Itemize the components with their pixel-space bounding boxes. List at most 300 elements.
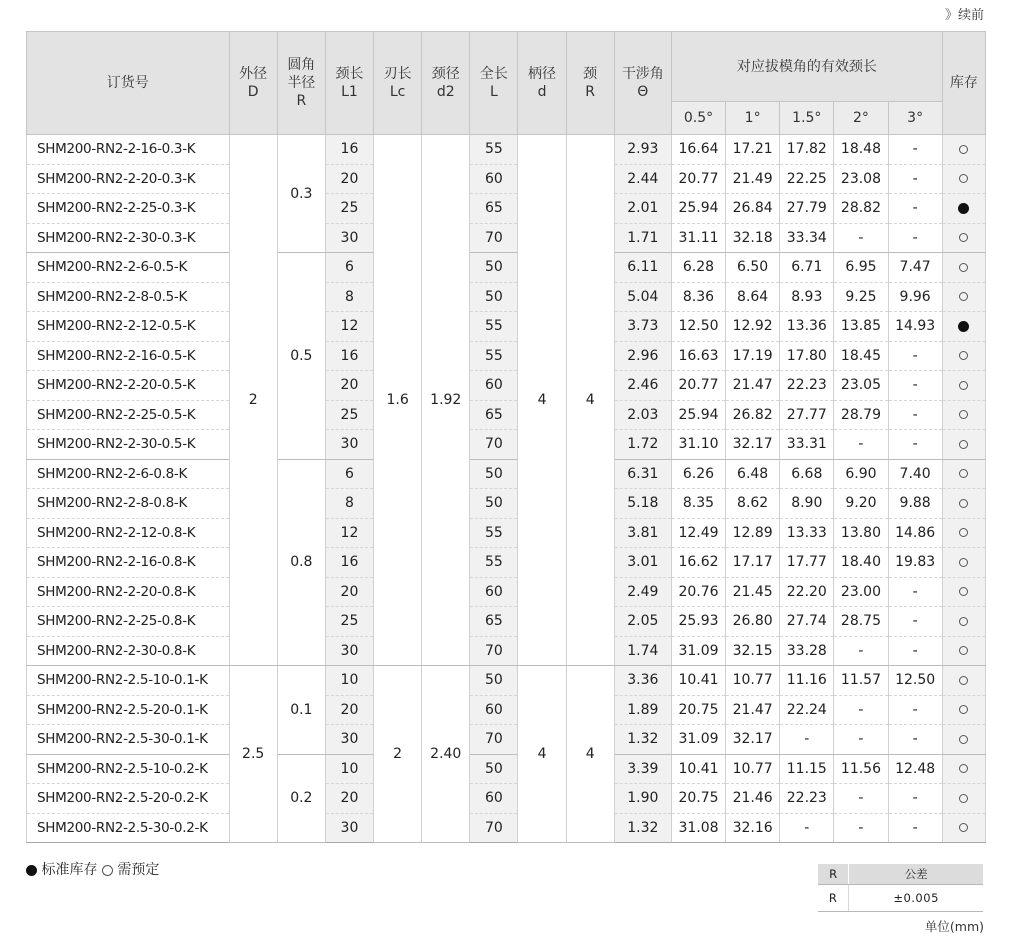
interference-angle-cell: 5.04 <box>614 282 671 312</box>
effective-length-cell: 27.77 <box>780 400 834 430</box>
order-code: SHM200-RN2-2-30-0.5-K <box>27 430 230 460</box>
interference-angle-cell: 6.11 <box>614 253 671 283</box>
open-circle-icon <box>959 263 968 272</box>
effective-length-cell: - <box>888 135 942 165</box>
effective-length-cell: 6.95 <box>834 253 888 283</box>
order-code: SHM200-RN2-2-20-0.8-K <box>27 577 230 607</box>
table-row <box>27 518 986 548</box>
effective-length-cell: 18.48 <box>834 135 888 165</box>
interference-angle-cell: 2.96 <box>614 341 671 371</box>
effective-length-cell: - <box>834 725 888 755</box>
effective-length-cell: 23.05 <box>834 371 888 401</box>
effective-length-cell: 20.77 <box>671 164 725 194</box>
effective-length-cell: 22.23 <box>780 371 834 401</box>
effective-length-cell: 8.93 <box>780 282 834 312</box>
table-row <box>27 666 986 696</box>
order-code: SHM200-RN2-2-8-0.5-K <box>27 282 230 312</box>
header-angle-0-5: 0.5° <box>671 102 725 135</box>
stock-cell <box>942 754 985 784</box>
effective-length-cell: - <box>834 813 888 843</box>
cutting-length-cell: 2 <box>374 666 422 843</box>
stock-cell <box>942 489 985 519</box>
effective-length-cell: 11.57 <box>834 666 888 696</box>
open-circle-icon <box>959 587 968 596</box>
overall-length-cell: 55 <box>470 518 518 548</box>
effective-length-cell: 20.75 <box>671 695 725 725</box>
neck-length-cell: 30 <box>325 636 373 666</box>
neck-length-cell: 12 <box>325 518 373 548</box>
effective-length-cell: 32.17 <box>726 725 780 755</box>
effective-length-cell: 32.17 <box>726 430 780 460</box>
stock-cell <box>942 636 985 666</box>
interference-angle-cell: 2.03 <box>614 400 671 430</box>
table-row <box>27 577 986 607</box>
header-angle-1: 1° <box>726 102 780 135</box>
table-row <box>27 312 986 342</box>
overall-length-cell: 65 <box>470 194 518 224</box>
overall-length-cell: 55 <box>470 548 518 578</box>
neck-length-cell: 30 <box>325 813 373 843</box>
open-circle-icon <box>959 233 968 242</box>
effective-length-cell: 31.10 <box>671 430 725 460</box>
effective-length-cell: 17.82 <box>780 135 834 165</box>
overall-length-cell: 60 <box>470 371 518 401</box>
stock-cell <box>942 282 985 312</box>
effective-length-cell: 21.49 <box>726 164 780 194</box>
effective-length-cell: 31.11 <box>671 223 725 253</box>
neck-length-cell: 16 <box>325 548 373 578</box>
neck-length-cell: 20 <box>325 695 373 725</box>
effective-length-cell: 22.20 <box>780 577 834 607</box>
effective-length-cell: 21.45 <box>726 577 780 607</box>
overall-length-cell: 50 <box>470 754 518 784</box>
open-circle-icon <box>959 499 968 508</box>
effective-length-cell: 17.77 <box>780 548 834 578</box>
stock-cell <box>942 695 985 725</box>
open-circle-icon <box>102 865 113 876</box>
overall-length-cell: 70 <box>470 636 518 666</box>
header-neck-diameter: 颈径 d2 <box>422 32 470 135</box>
neck-length-cell: 20 <box>325 371 373 401</box>
header-neck-length: 颈长 L1 <box>325 32 373 135</box>
stock-cell <box>942 223 985 253</box>
table-row <box>27 223 986 253</box>
effective-length-cell: 28.75 <box>834 607 888 637</box>
overall-length-cell: 70 <box>470 223 518 253</box>
interference-angle-cell: 2.44 <box>614 164 671 194</box>
legend-standard-stock: 标准库存 <box>41 862 98 878</box>
order-code: SHM200-RN2-2-16-0.5-K <box>27 341 230 371</box>
stock-cell <box>942 725 985 755</box>
header-stock: 库存 <box>942 32 985 135</box>
effective-length-cell: 12.50 <box>671 312 725 342</box>
table-row <box>27 725 986 755</box>
neck-length-cell: 20 <box>325 577 373 607</box>
effective-length-cell: 13.33 <box>780 518 834 548</box>
effective-length-cell: 12.49 <box>671 518 725 548</box>
interference-angle-cell: 1.72 <box>614 430 671 460</box>
effective-length-cell: 10.77 <box>726 754 780 784</box>
header-outer-diameter: 外径 D <box>229 32 277 135</box>
corner-radius-cell: 0.3 <box>277 135 325 253</box>
header-angle-2: 2° <box>834 102 888 135</box>
effective-length-cell: 12.48 <box>888 754 942 784</box>
overall-length-cell: 60 <box>470 164 518 194</box>
effective-length-cell: 14.86 <box>888 518 942 548</box>
effective-length-cell: 6.71 <box>780 253 834 283</box>
order-code: SHM200-RN2-2-12-0.8-K <box>27 518 230 548</box>
effective-length-cell: 18.40 <box>834 548 888 578</box>
stock-cell <box>942 518 985 548</box>
neck-r-cell: 4 <box>566 666 614 843</box>
header-angle-3: 3° <box>888 102 942 135</box>
order-code: SHM200-RN2-2.5-20-0.2-K <box>27 784 230 814</box>
effective-length-cell: - <box>888 607 942 637</box>
header-shank-diameter: 柄径 d <box>518 32 566 135</box>
neck-r-cell: 4 <box>566 135 614 666</box>
effective-length-cell: 23.00 <box>834 577 888 607</box>
shank-diameter-cell: 4 <box>518 666 566 843</box>
stock-cell <box>942 253 985 283</box>
neck-length-cell: 10 <box>325 666 373 696</box>
table-row <box>27 341 986 371</box>
effective-length-cell: 31.08 <box>671 813 725 843</box>
effective-length-cell: - <box>834 223 888 253</box>
effective-length-cell: 31.09 <box>671 636 725 666</box>
order-code: SHM200-RN2-2-30-0.8-K <box>27 636 230 666</box>
header-effective-neck-length: 对应拔模角的有效颈长 <box>671 32 942 102</box>
interference-angle-cell: 2.93 <box>614 135 671 165</box>
effective-length-cell: 9.96 <box>888 282 942 312</box>
overall-length-cell: 60 <box>470 577 518 607</box>
table-row <box>27 135 986 165</box>
outer-diameter-cell: 2.5 <box>229 666 277 843</box>
effective-length-cell: 21.47 <box>726 371 780 401</box>
effective-length-cell: 22.25 <box>780 164 834 194</box>
neck-length-cell: 20 <box>325 784 373 814</box>
interference-angle-cell: 3.01 <box>614 548 671 578</box>
effective-length-cell: 33.31 <box>780 430 834 460</box>
interference-angle-cell: 3.39 <box>614 754 671 784</box>
open-circle-icon <box>959 292 968 301</box>
corner-radius-cell: 0.8 <box>277 459 325 666</box>
effective-length-cell: 32.18 <box>726 223 780 253</box>
effective-length-cell: 21.46 <box>726 784 780 814</box>
order-code: SHM200-RN2-2.5-10-0.1-K <box>27 666 230 696</box>
table-row <box>27 813 986 843</box>
effective-length-cell: 26.82 <box>726 400 780 430</box>
open-circle-icon <box>959 705 968 714</box>
open-circle-icon <box>959 174 968 183</box>
tolerance-r: R <box>818 885 849 912</box>
header-code: 订货号 <box>27 32 230 135</box>
header-cutting-length: 刃长 Lc <box>374 32 422 135</box>
effective-length-cell: - <box>888 371 942 401</box>
interference-angle-cell: 1.32 <box>614 813 671 843</box>
effective-length-cell: 20.75 <box>671 784 725 814</box>
effective-length-cell: 21.47 <box>726 695 780 725</box>
effective-length-cell: 12.89 <box>726 518 780 548</box>
effective-length-cell: - <box>888 695 942 725</box>
effective-length-cell: 17.19 <box>726 341 780 371</box>
effective-length-cell: - <box>888 725 942 755</box>
overall-length-cell: 70 <box>470 430 518 460</box>
effective-length-cell: 16.62 <box>671 548 725 578</box>
effective-length-cell: 8.36 <box>671 282 725 312</box>
stock-cell <box>942 135 985 165</box>
stock-cell <box>942 784 985 814</box>
open-circle-icon <box>959 617 968 626</box>
overall-length-cell: 50 <box>470 459 518 489</box>
spec-table <box>26 31 986 843</box>
effective-length-cell: 8.35 <box>671 489 725 519</box>
neck-length-cell: 16 <box>325 341 373 371</box>
neck-length-cell: 6 <box>325 459 373 489</box>
neck-diameter-cell: 2.40 <box>422 666 470 843</box>
effective-length-cell: - <box>888 194 942 224</box>
effective-length-cell: - <box>888 223 942 253</box>
effective-length-cell: - <box>834 695 888 725</box>
open-circle-icon <box>959 558 968 567</box>
order-code: SHM200-RN2-2.5-30-0.2-K <box>27 813 230 843</box>
order-code: SHM200-RN2-2.5-10-0.2-K <box>27 754 230 784</box>
effective-length-cell: 25.94 <box>671 194 725 224</box>
header-corner-radius: 圆角 半径 R <box>277 32 325 135</box>
effective-length-cell: - <box>888 577 942 607</box>
order-code: SHM200-RN2-2-20-0.5-K <box>27 371 230 401</box>
tolerance-table <box>818 864 983 912</box>
effective-length-cell: 6.68 <box>780 459 834 489</box>
overall-length-cell: 55 <box>470 135 518 165</box>
effective-length-cell: 11.15 <box>780 754 834 784</box>
neck-length-cell: 6 <box>325 253 373 283</box>
effective-length-cell: - <box>888 400 942 430</box>
order-code: SHM200-RN2-2.5-30-0.1-K <box>27 725 230 755</box>
effective-length-cell: - <box>888 341 942 371</box>
interference-angle-cell: 6.31 <box>614 459 671 489</box>
open-circle-icon <box>959 410 968 419</box>
interference-angle-cell: 5.18 <box>614 489 671 519</box>
stock-cell <box>942 430 985 460</box>
stock-cell <box>942 548 985 578</box>
effective-length-cell: 20.76 <box>671 577 725 607</box>
header-interference-angle: 干涉角 Θ <box>614 32 671 135</box>
interference-angle-cell: 2.01 <box>614 194 671 224</box>
overall-length-cell: 55 <box>470 312 518 342</box>
legend-made-to-order: 需预定 <box>117 862 160 878</box>
effective-length-cell: 10.77 <box>726 666 780 696</box>
interference-angle-cell: 1.74 <box>614 636 671 666</box>
order-code: SHM200-RN2-2-16-0.3-K <box>27 135 230 165</box>
stock-cell <box>942 813 985 843</box>
table-row <box>27 695 986 725</box>
effective-length-cell: 20.77 <box>671 371 725 401</box>
corner-radius-cell: 0.1 <box>277 666 325 755</box>
unit-note: 单位(mm) <box>924 919 984 934</box>
effective-length-cell: - <box>834 636 888 666</box>
effective-length-cell: 18.45 <box>834 341 888 371</box>
effective-length-cell: 22.23 <box>780 784 834 814</box>
effective-length-cell: 22.24 <box>780 695 834 725</box>
neck-length-cell: 16 <box>325 135 373 165</box>
effective-length-cell: 8.64 <box>726 282 780 312</box>
tolerance-value: ±0.005 <box>849 885 983 912</box>
open-circle-icon <box>959 145 968 154</box>
order-code: SHM200-RN2-2-25-0.3-K <box>27 194 230 224</box>
neck-length-cell: 25 <box>325 194 373 224</box>
shank-diameter-cell: 4 <box>518 135 566 666</box>
effective-length-cell: 8.90 <box>780 489 834 519</box>
effective-length-cell: 6.28 <box>671 253 725 283</box>
neck-length-cell: 30 <box>325 725 373 755</box>
stock-cell <box>942 400 985 430</box>
order-code: SHM200-RN2-2-25-0.5-K <box>27 400 230 430</box>
order-code: SHM200-RN2-2-12-0.5-K <box>27 312 230 342</box>
effective-length-cell: 7.47 <box>888 253 942 283</box>
order-code: SHM200-RN2-2-8-0.8-K <box>27 489 230 519</box>
corner-radius-cell: 0.5 <box>277 253 325 460</box>
table-row <box>27 754 986 784</box>
open-circle-icon <box>959 764 968 773</box>
effective-length-cell: - <box>834 430 888 460</box>
effective-length-cell: - <box>888 164 942 194</box>
outer-diameter-cell: 2 <box>229 135 277 666</box>
effective-length-cell: 26.80 <box>726 607 780 637</box>
effective-length-cell: 16.64 <box>671 135 725 165</box>
effective-length-cell: 6.50 <box>726 253 780 283</box>
overall-length-cell: 50 <box>470 282 518 312</box>
effective-length-cell: 6.26 <box>671 459 725 489</box>
neck-length-cell: 12 <box>325 312 373 342</box>
effective-length-cell: 25.93 <box>671 607 725 637</box>
open-circle-icon <box>959 469 968 478</box>
effective-length-cell: 33.28 <box>780 636 834 666</box>
effective-length-cell: 31.09 <box>671 725 725 755</box>
neck-length-cell: 25 <box>325 400 373 430</box>
neck-length-cell: 10 <box>325 754 373 784</box>
overall-length-cell: 50 <box>470 253 518 283</box>
continue-note: 》续前 <box>944 8 984 23</box>
interference-angle-cell: 3.81 <box>614 518 671 548</box>
tolerance-header-value: 公差 <box>849 864 983 885</box>
header-neck-r: 颈 R <box>566 32 614 135</box>
effective-length-cell: - <box>780 725 834 755</box>
overall-length-cell: 50 <box>470 489 518 519</box>
header-overall-length: 全长 L <box>470 32 518 135</box>
table-row <box>27 548 986 578</box>
effective-length-cell: 17.17 <box>726 548 780 578</box>
effective-length-cell: 16.63 <box>671 341 725 371</box>
table-row <box>27 371 986 401</box>
overall-length-cell: 65 <box>470 400 518 430</box>
neck-length-cell: 25 <box>325 607 373 637</box>
interference-angle-cell: 3.36 <box>614 666 671 696</box>
tolerance-header-r: R <box>818 864 849 885</box>
stock-cell <box>942 341 985 371</box>
neck-length-cell: 8 <box>325 282 373 312</box>
open-circle-icon <box>959 735 968 744</box>
effective-length-cell: 32.16 <box>726 813 780 843</box>
filled-circle-icon <box>958 321 969 332</box>
overall-length-cell: 50 <box>470 666 518 696</box>
table-row <box>27 253 986 283</box>
filled-circle-icon <box>958 203 969 214</box>
filled-circle-icon <box>26 865 37 876</box>
open-circle-icon <box>959 528 968 537</box>
effective-length-cell: 17.21 <box>726 135 780 165</box>
order-code: SHM200-RN2-2-30-0.3-K <box>27 223 230 253</box>
interference-angle-cell: 2.05 <box>614 607 671 637</box>
neck-length-cell: 30 <box>325 430 373 460</box>
order-code: SHM200-RN2-2-6-0.5-K <box>27 253 230 283</box>
interference-angle-cell: 1.32 <box>614 725 671 755</box>
effective-length-cell: 17.80 <box>780 341 834 371</box>
effective-length-cell: 9.25 <box>834 282 888 312</box>
effective-length-cell: 9.88 <box>888 489 942 519</box>
effective-length-cell: 14.93 <box>888 312 942 342</box>
overall-length-cell: 60 <box>470 784 518 814</box>
effective-length-cell: 32.15 <box>726 636 780 666</box>
effective-length-cell: 10.41 <box>671 666 725 696</box>
effective-length-cell: - <box>888 636 942 666</box>
header-angle-1-5: 1.5° <box>780 102 834 135</box>
effective-length-cell: 11.16 <box>780 666 834 696</box>
cutting-length-cell: 1.6 <box>374 135 422 666</box>
stock-cell <box>942 312 985 342</box>
effective-length-cell: 9.20 <box>834 489 888 519</box>
neck-length-cell: 30 <box>325 223 373 253</box>
open-circle-icon <box>959 823 968 832</box>
table-row <box>27 194 986 224</box>
effective-length-cell: - <box>888 430 942 460</box>
effective-length-cell: 13.80 <box>834 518 888 548</box>
table-row <box>27 430 986 460</box>
table-row <box>27 459 986 489</box>
corner-radius-cell: 0.2 <box>277 754 325 843</box>
table-row <box>27 784 986 814</box>
effective-length-cell: 7.40 <box>888 459 942 489</box>
table-row <box>27 282 986 312</box>
open-circle-icon <box>959 646 968 655</box>
order-code: SHM200-RN2-2.5-20-0.1-K <box>27 695 230 725</box>
overall-length-cell: 70 <box>470 725 518 755</box>
effective-length-cell: 27.79 <box>780 194 834 224</box>
effective-length-cell: 12.50 <box>888 666 942 696</box>
interference-angle-cell: 1.89 <box>614 695 671 725</box>
stock-cell <box>942 164 985 194</box>
effective-length-cell: 13.85 <box>834 312 888 342</box>
overall-length-cell: 70 <box>470 813 518 843</box>
effective-length-cell: 6.90 <box>834 459 888 489</box>
stock-cell <box>942 607 985 637</box>
effective-length-cell: - <box>780 813 834 843</box>
effective-length-cell: 23.08 <box>834 164 888 194</box>
effective-length-cell: 28.82 <box>834 194 888 224</box>
table-row <box>27 164 986 194</box>
order-code: SHM200-RN2-2-16-0.8-K <box>27 548 230 578</box>
effective-length-cell: 33.34 <box>780 223 834 253</box>
neck-length-cell: 8 <box>325 489 373 519</box>
overall-length-cell: 60 <box>470 695 518 725</box>
open-circle-icon <box>959 351 968 360</box>
effective-length-cell: 13.36 <box>780 312 834 342</box>
effective-length-cell: - <box>888 813 942 843</box>
interference-angle-cell: 2.46 <box>614 371 671 401</box>
effective-length-cell: 19.83 <box>888 548 942 578</box>
table-row <box>27 489 986 519</box>
effective-length-cell: - <box>834 784 888 814</box>
effective-length-cell: 26.84 <box>726 194 780 224</box>
